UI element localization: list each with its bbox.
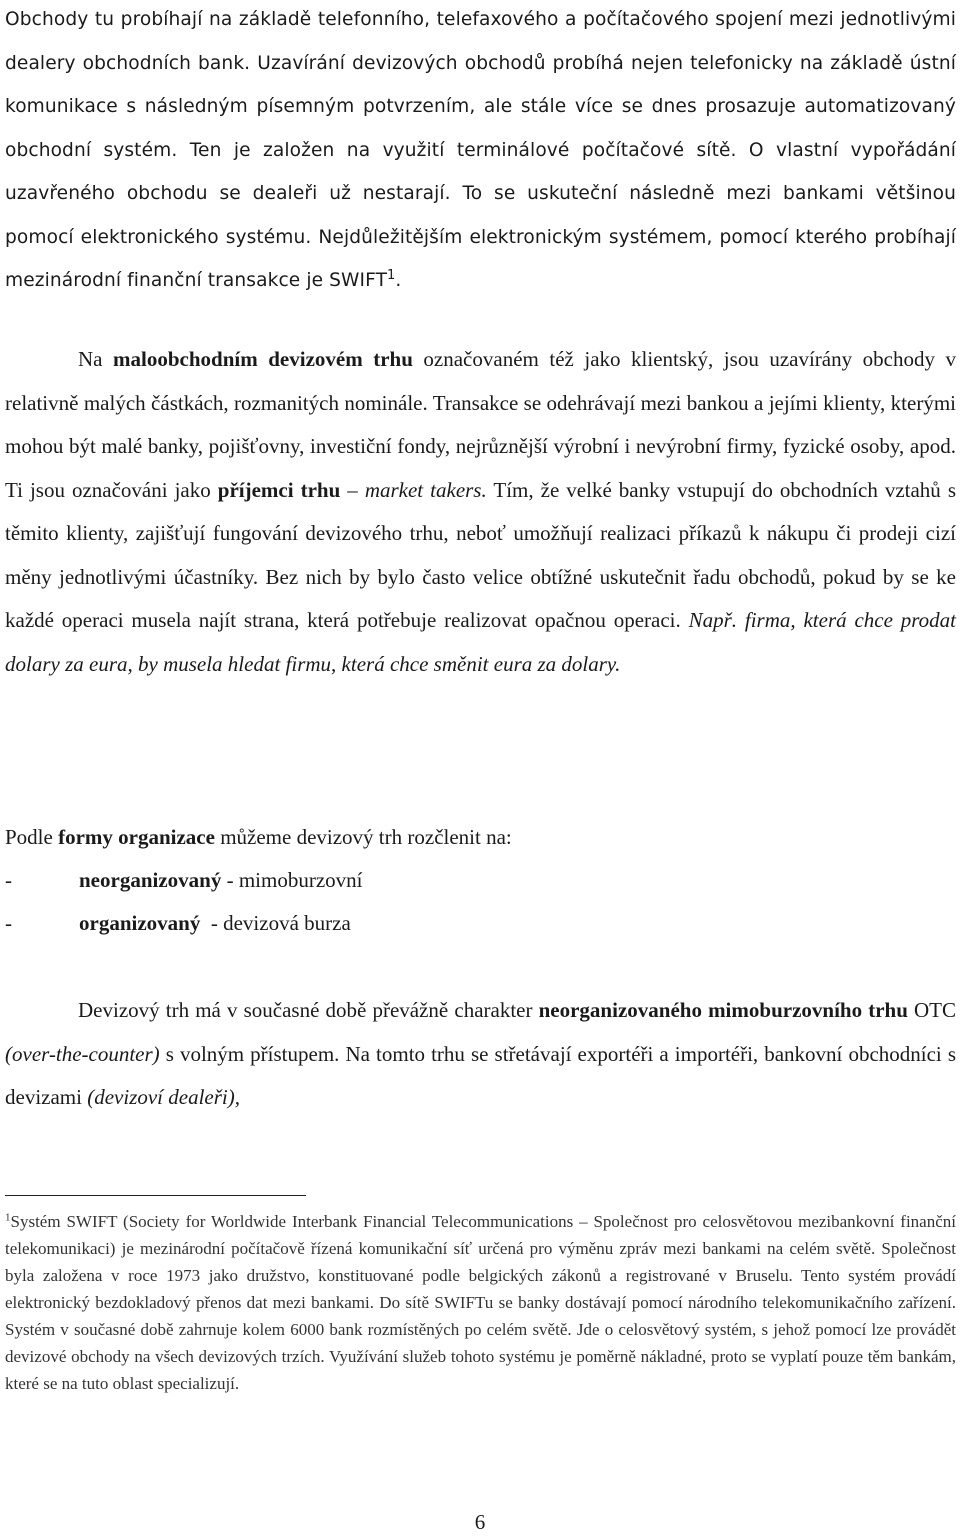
list-item-description: - devizová burza [200,911,351,935]
italic-term-market-takers: market takers. [364,477,487,502]
list-dash: - [5,868,12,892]
text-segment: Devizový trh má v současné době převážně charakter [78,998,539,1022]
list-item-description: - mimoburzovní [221,868,363,892]
footnote-reference[interactable]: 1 [387,267,396,283]
text-segment: můžeme devizový trh rozčlenit na: [214,825,512,849]
text-segment: s volným přístupem. Na tomto trhu se střetávají exportéři a importéři, bankovní obchodníci s devizami [5,1041,956,1109]
list-item-term: organizovaný [79,911,201,935]
text-segment: OTC [907,998,956,1022]
italic-example: Např. firma, která chce prodat dolary za eura, by musela hledat firmu, která chce směnit eura za dolary. [5,608,956,676]
paragraph-text-end: . [395,270,402,291]
paragraph-otc-market [5,989,956,1120]
paragraph-retail-market [5,338,956,686]
footnote-marker: 1 [5,1211,11,1224]
footnote-text: Systém SWIFT (Society for Worldwide Interbank Financial Telecommunications – Společnost pro celosvětovou mezibankovní finanční telekomunikaci) je mezinárodní počítačově řízená komunikační síť určená pro výměnu zpráv mezi bankami na celém světě. Společnost byla založena v roce 1973 jako družstvo, konstituované podle belgických zákonů a registrované v Bruselu. Tento systém provádí elektronický bezdokladový přenos dat mezi bankami. Do sítě SWIFTu se banky dostávají pomocí národního telekomunikačního zařízení. Systém v současné době zahrnuje kolem 6000 bank rozmístěných po celém světě. Jde o celosvětový systém, s jehož pomocí lze provádět devizové obchody na všech devizových trzích. Využívání služeb tohoto systému je poměrně nákladné, proto se vyplatí pouze těm bankám, které se na tuto oblast specializují. [5,1212,956,1393]
list-item-organized [5,902,351,946]
text-segment: Na [78,347,114,371]
list-item-term: neorganizovaný [79,868,222,892]
footnote-separator [5,1195,306,1196]
bold-term-organization-form: formy organizace [58,825,215,849]
page-number: 6 [474,1510,486,1534]
text-segment: Podle [5,825,59,849]
paragraph-text: Obchody tu probíhají na základě telefonního, telefaxového a počítačového spojení mezi jednotlivými dealery obchodních bank. Uzavírání devizových obchodů probíhá nejen telefonicky na základě ústní komunikace s následným písemným potvrzením, ale stále více se dnes prosazuje automatizovaný obchodní systém. Ten je založen na využití terminálové počítačové sítě. O vlastní vypořádání uzavřeného obchodu se dealeři už nestarají. To se uskuteční následně mezi bankami většinou pomocí elektronického systému. Nejdůležitějším elektronickým systémem, pomocí kterého probíhají mezinárodní finanční transakce je SWIFT [5,9,956,291]
list-item-unorganized [5,859,363,903]
footnote-swift [5,1208,956,1397]
bold-term-retail-market: maloobchodním devizovém trhu [113,347,413,371]
paragraph-organization-form [5,816,956,860]
text-segment: označovaném též jako klientský, jsou uzavírány obchody v relativně malých částkách, rozmanitých nominále. Transakce se odehrávají mezi bankou a jejími klienty, kterými mohou být malé banky, pojišťovny, investiční fondy, nejrůznější výrobní i nevýrobní firmy, fyzické osoby, apod. Ti jsou označováni jako [5,347,956,502]
paragraph-electronic-trading [5,0,956,303]
bold-term-otc-market: neorganizovaného mimoburzovního trhu [538,998,908,1022]
italic-term-dealers: (devizoví dealeři), [87,1085,240,1109]
text-segment: – [340,477,365,502]
bold-term-market-takers: příjemci trhu [217,477,341,502]
list-dash: - [5,911,12,935]
italic-term-otc: (over-the-counter) [5,1041,160,1066]
text-segment: Tím, že velké banky vstupují do obchodních vztahů s těmito klienty, zajišťují fungování devizového trhu, neboť umožňují realizaci příkazů k nákupu či prodeji cizí měny jednotlivými účastníky. Bez nich by bylo často velice obtížné uskutečnit řadu obchodů, pokud by se ke každé operaci musela najít strana, která potřebuje realizovat opačnou operaci. [5,477,956,632]
